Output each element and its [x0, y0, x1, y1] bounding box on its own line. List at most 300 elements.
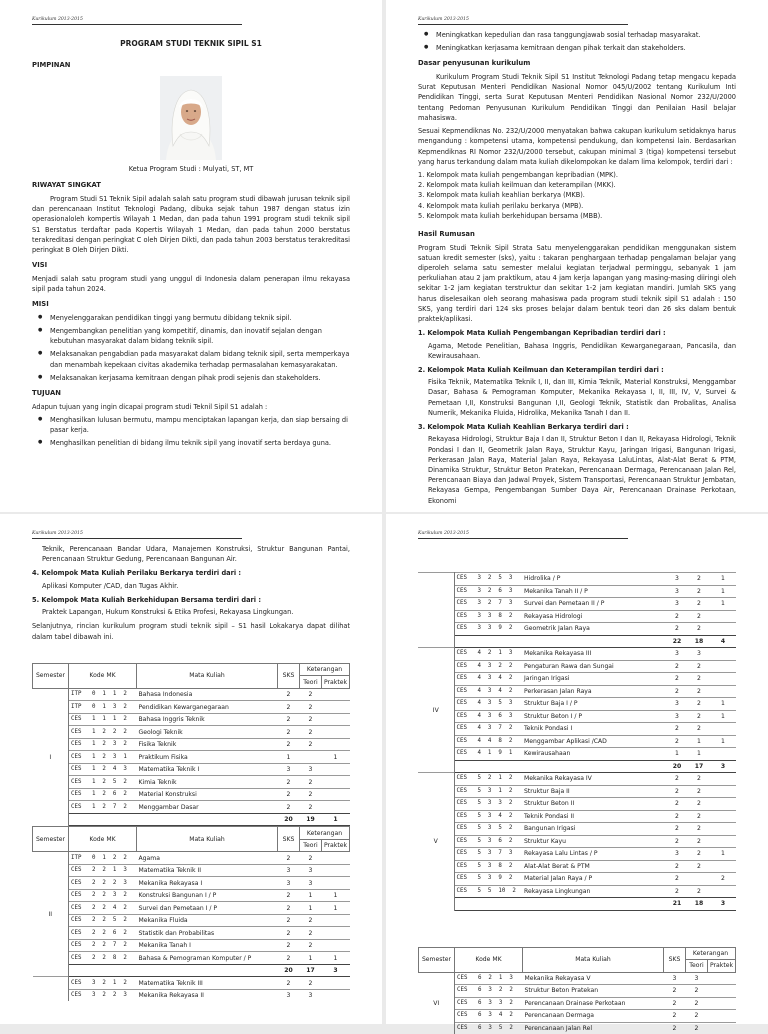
table-row [418, 798, 736, 811]
list-item: ● Menyelenggarakan pendidikan tinggi yang bermutu dibidang teknik sipil. [44, 313, 350, 323]
dasar-paragraph-1: Kurikulum Program Studi Teknik Sipil S1 Institut Teknologi Padang tetap mengacu kepada Surat Keputusan Menteri Pendidikan Nasional Nomor 045/U/2002 tentang Kurikulum Inti Pendidikan Tinggi, serta Surat Keputusan Menteri Pendidikan Nasional Nomor 232/U/2000 tentang Pedoman Penyusunan Kurikulum Pendidikan Tinggi dan Penilaian Hasil belajar mahasiswa. [418, 72, 736, 123]
course-name: Bahasa & Pemograman Komputer / P [137, 952, 278, 965]
praktek-value [321, 788, 349, 801]
sks-value: 3 [277, 763, 299, 776]
tujuan-heading: TUJUAN [32, 388, 350, 399]
visi-text: Menjadi salah satu program studi yang unggul di Indonesia dalam penerapan ilmu rekayasa sipil pada tahun 2024. [32, 274, 350, 294]
table-row [418, 735, 736, 748]
sks-value: 3 [666, 585, 688, 598]
semester-cell [418, 573, 454, 648]
kelompok-4-body: Aplikasi Komputer /CAD, dan Tugas Akhir. [32, 581, 350, 591]
teori-value: 2 [688, 823, 710, 836]
sks-value: 3 [666, 848, 688, 861]
course-name: Jaringan Irigasi [522, 673, 666, 686]
riwayat-heading: RIWAYAT SINGKAT [32, 180, 350, 191]
course-name: Statistik dan Probabilitas [137, 927, 278, 940]
table-row [418, 748, 736, 761]
sks-value: 3 [666, 648, 688, 661]
col-praktek: Praktek [707, 960, 735, 973]
praktek-value: 1 [321, 751, 349, 764]
sks-value: 2 [277, 726, 299, 739]
curriculum-table-1 [32, 663, 350, 827]
course-code: CES 4 3 2 2 [454, 660, 522, 673]
teori-value: 2 [688, 885, 710, 898]
dasar-paragraph-2: Sesuai Kepmendiknas No. 232/U/2000 menyatakan bahwa cakupan kurikulum setidaknya harus mengandung : kompetensi utama, kompetensi pendukung, dan kompetensi lain. Berdasarkan Kepmendiknas RI Nomor 232/U/2000 tersebut, cakupan minimal 3 (tiga) kompetensi tersebut yang harus terkandung dalam mata kuliah dikelompokan ke dalam lima kelompok, terdiri dari : [418, 126, 736, 167]
running-header: Kurikulum 2013-2015 [32, 530, 242, 539]
table-row [33, 688, 350, 701]
table-row [418, 810, 736, 823]
praktek-value [710, 785, 736, 798]
teori-value: 2 [688, 610, 710, 623]
course-name: Mekanika Rekayasa II [137, 989, 278, 1001]
praktek-value [710, 885, 736, 898]
sks-value: 2 [666, 685, 688, 698]
course-name: Mekanika Tanah II / P [522, 585, 666, 598]
course-code: CES 6 3 2 2 [455, 985, 523, 998]
course-code: CES 5 3 5 2 [454, 823, 522, 836]
course-code: CES 5 3 4 2 [454, 810, 522, 823]
total-spacer [69, 964, 278, 977]
col-praktek: Praktek [321, 839, 349, 852]
course-name: Alat-Alat Berat & PTM [522, 860, 666, 873]
praktek-value [321, 738, 349, 751]
kelompok-5-body: Praktek Lapangan, Hukum Konstruksi & Etika Profesi, Rekayasa Lingkungan. [32, 607, 350, 617]
page-2 [386, 0, 768, 512]
misi-list [32, 313, 350, 383]
praktek-value [710, 673, 736, 686]
teori-value: 2 [688, 773, 710, 786]
praktek-value: 1 [710, 710, 736, 723]
list-item: ● Melaksanakan pengabdian pada masyarakat dalam bidang teknik sipil, serta memperkaya dan menambah kepekaan civitas akademika terhadap permasalahan kemasyarakatan. [44, 349, 350, 369]
total-row [33, 964, 350, 977]
praktek-value [710, 773, 736, 786]
course-name: Material Konstruksi [137, 788, 278, 801]
course-code: CES 3 2 7 3 [454, 598, 522, 611]
semester-cell: IV [418, 648, 454, 773]
course-code: ITP 0 1 3 2 [69, 701, 137, 714]
course-code: CES 1 2 4 3 [69, 763, 137, 776]
teori-value: 2 [688, 710, 710, 723]
running-header: Kurikulum 2013-2015 [418, 530, 628, 539]
table-row [418, 660, 736, 673]
course-name: Matematika Teknik II [137, 864, 278, 877]
teori-value: 1 [299, 952, 321, 965]
table-row [418, 698, 736, 711]
teori-value: 3 [299, 877, 321, 890]
praktek-value [321, 763, 349, 776]
sks-value: 2 [666, 610, 688, 623]
course-code: CES 4 1 9 1 [454, 748, 522, 761]
col-mata-kuliah: Mata Kuliah [523, 947, 664, 972]
course-code: CES 3 3 9 2 [454, 623, 522, 636]
list-item: ● Melaksanakan kerjasama kemitraan dengan pihak prodi sejenis dan stakeholders. [44, 373, 350, 383]
list-item: 4. Kelompok mata kuliah perilaku berkarya (MPB). [418, 201, 736, 211]
praktek-value: 1 [710, 573, 736, 586]
list-item: ● Meningkatkan kerjasama kemitraan dengan pihak terkait dan stakeholders. [430, 43, 736, 53]
table-row [33, 763, 350, 776]
table-row [418, 610, 736, 623]
course-code: CES 2 2 2 3 [69, 877, 137, 890]
praktek-value [710, 623, 736, 636]
praktek-value [321, 852, 349, 865]
praktek-value [710, 748, 736, 761]
course-name: Survei dan Pemetaan II / P [522, 598, 666, 611]
praktek-value: 1 [321, 902, 349, 915]
teori-value: 2 [688, 585, 710, 598]
course-code: CES 4 3 7 2 [454, 723, 522, 736]
table-row [33, 852, 350, 865]
table-row [33, 989, 350, 1001]
list-item: 3. Kelompok mata kuliah keahlian berkarya (MKB). [418, 190, 736, 200]
course-code: CES 5 5 10 2 [454, 885, 522, 898]
teori-value: 2 [688, 623, 710, 636]
kelompok-3-title: 3. Kelompok Mata Kuliah Keahlian Berkarya terdiri dari : [418, 422, 736, 432]
total-praktek: 4 [710, 635, 736, 648]
total-praktek: 1 [321, 813, 349, 826]
praktek-value: 1 [710, 848, 736, 861]
course-code: CES 2 2 7 2 [69, 939, 137, 952]
praktek-value [321, 877, 349, 890]
page-3 [0, 514, 382, 1024]
sks-value: 2 [277, 889, 299, 902]
praktek-value [321, 927, 349, 940]
course-code: CES 4 4 8 2 [454, 735, 522, 748]
course-name: Mekanika Rekayasa V [523, 972, 664, 985]
total-praktek: 3 [321, 964, 349, 977]
course-code: CES 4 3 6 3 [454, 710, 522, 723]
list-item: ● Menghasilkan penelitian di bidang ilmu teknik sipil yang inovatif serta berdaya guna. [44, 438, 350, 448]
semester-cell: I [33, 688, 69, 826]
sks-value: 3 [663, 972, 685, 985]
praktek-value [707, 1010, 735, 1023]
teori-value [299, 751, 321, 764]
total-row [418, 635, 736, 648]
course-name: Material Jalan Raya / P [522, 873, 666, 886]
course-name: Survei dan Pemetaan I / P [137, 902, 278, 915]
teori-value: 2 [685, 1022, 707, 1034]
course-code: CES 1 2 6 2 [69, 788, 137, 801]
course-name: Struktur Kayu [522, 835, 666, 848]
sks-value: 2 [277, 902, 299, 915]
teori-value: 2 [688, 860, 710, 873]
course-code: CES 2 2 8 2 [69, 952, 137, 965]
course-name: Bangunan Irigasi [522, 823, 666, 836]
sks-value: 2 [666, 773, 688, 786]
kelompok-list [418, 170, 736, 221]
total-spacer [454, 898, 666, 911]
course-name: Perencanaan Dermaga [523, 1010, 664, 1023]
table-row [418, 835, 736, 848]
col-keterangan: Keterangan [299, 663, 349, 676]
photo-caption: Ketua Program Studi : Mulyati, ST, MT [32, 164, 350, 174]
running-header: Kurikulum 2013-2015 [32, 16, 242, 25]
sks-value: 1 [277, 751, 299, 764]
teori-value: 1 [299, 902, 321, 915]
tujuan-list [32, 415, 350, 449]
course-name: Fisika Teknik [137, 738, 278, 751]
col-sks: SKS [277, 663, 299, 688]
course-code: CES 4 3 4 2 [454, 685, 522, 698]
praktek-value [321, 989, 349, 1001]
course-code: CES 5 3 6 2 [454, 835, 522, 848]
praktek-value [710, 723, 736, 736]
head-of-program-photo [160, 76, 222, 160]
praktek-value [707, 985, 735, 998]
teori-value: 3 [688, 648, 710, 661]
semester-cell: V [418, 773, 454, 911]
sks-value: 3 [666, 710, 688, 723]
teori-value: 2 [299, 688, 321, 701]
sks-value: 2 [277, 852, 299, 865]
praktek-value [321, 864, 349, 877]
sks-value: 2 [666, 835, 688, 848]
curriculum-table-3 [418, 572, 736, 911]
table-row [33, 902, 350, 915]
course-name: Matematika Teknik III [137, 977, 278, 990]
course-name: Teknik Pondasi II [522, 810, 666, 823]
praktek-value [707, 972, 735, 985]
running-header: Kurikulum 2013-2015 [418, 16, 628, 25]
teori-value: 2 [685, 1010, 707, 1023]
table-row [33, 713, 350, 726]
col-semester: Semester [33, 827, 69, 852]
teori-value: 2 [299, 713, 321, 726]
praktek-value [321, 701, 349, 714]
list-item: ● Meningkatkan kepedulian dan rasa tanggungjawab sosial terhadap masyarakat. [430, 30, 736, 40]
col-teori: Teori [299, 676, 321, 689]
praktek-value [321, 713, 349, 726]
col-teori: Teori [299, 839, 321, 852]
col-sks: SKS [277, 827, 299, 852]
teori-value: 2 [299, 701, 321, 714]
table-row [419, 985, 736, 998]
page-4 [386, 514, 768, 1024]
table-row [418, 885, 736, 898]
course-name: Rekayasa Lalu Lintas / P [522, 848, 666, 861]
total-sks: 20 [277, 964, 299, 977]
course-name: Perencanaan Jalan Rel [523, 1022, 664, 1034]
course-code: CES 1 2 5 2 [69, 776, 137, 789]
col-praktek: Praktek [321, 676, 349, 689]
teori-value: 2 [688, 673, 710, 686]
table-row [419, 1010, 736, 1023]
teori-value: 3 [299, 989, 321, 1001]
col-keterangan: Keterangan [685, 947, 735, 960]
table-row [33, 801, 350, 814]
teori-value: 2 [688, 723, 710, 736]
sks-value: 2 [663, 997, 685, 1010]
course-name: Mekanika Fluida [137, 914, 278, 927]
table-row [33, 751, 350, 764]
teori-value: 2 [685, 985, 707, 998]
course-code: CES 2 2 6 2 [69, 927, 137, 940]
table-row [33, 864, 350, 877]
course-name: Menggambar Aplikasi /CAD [522, 735, 666, 748]
course-name: Mekanika Rekayasa IV [522, 773, 666, 786]
table-row [418, 723, 736, 736]
sks-value: 2 [666, 885, 688, 898]
course-name: Menggambar Dasar [137, 801, 278, 814]
misi-heading: MISI [32, 299, 350, 310]
table-row [418, 585, 736, 598]
praktek-value: 1 [710, 735, 736, 748]
table-row [33, 914, 350, 927]
praktek-value [710, 810, 736, 823]
sks-value: 1 [666, 748, 688, 761]
praktek-value [321, 914, 349, 927]
teori-value: 2 [299, 738, 321, 751]
course-code: CES 3 2 6 3 [454, 585, 522, 598]
course-name: Pendidikan Kewarganegaraan [137, 701, 278, 714]
table-row [418, 785, 736, 798]
sks-value: 2 [277, 776, 299, 789]
total-teori: 18 [688, 635, 710, 648]
course-name: Hidrolika / P [522, 573, 666, 586]
table-row [418, 773, 736, 786]
course-code: CES 6 3 3 2 [455, 997, 523, 1010]
sks-value: 2 [663, 1022, 685, 1034]
table-row [419, 997, 736, 1010]
table-row [33, 738, 350, 751]
list-item: 2. Kelompok mata kuliah keilmuan dan keterampilan (MKK). [418, 180, 736, 190]
table-row [418, 848, 736, 861]
kelompok-1-body: Agama, Metode Penelitian, Bahasa Inggris, Pendidikan Kewarganegaraan, Pancasila, dan Kewirausahaan. [418, 341, 736, 361]
course-code: CES 2 2 1 3 [69, 864, 137, 877]
teori-value [688, 873, 710, 886]
course-name: Matematika Teknik I [137, 763, 278, 776]
teori-value: 2 [688, 835, 710, 848]
table-row [33, 776, 350, 789]
table-row [418, 860, 736, 873]
teori-value: 3 [299, 763, 321, 776]
course-code: ITP 0 1 2 2 [69, 852, 137, 865]
praktek-value: 1 [710, 598, 736, 611]
praktek-value [321, 776, 349, 789]
table-row [33, 877, 350, 890]
course-name: Geologi Teknik [137, 726, 278, 739]
course-code: CES 5 3 3 2 [454, 798, 522, 811]
table-row [418, 673, 736, 686]
teori-value: 2 [299, 939, 321, 952]
table-row [33, 889, 350, 902]
praktek-value: 2 [710, 873, 736, 886]
teori-value: 2 [688, 573, 710, 586]
sks-value: 2 [277, 952, 299, 965]
course-code: CES 6 3 4 2 [455, 1010, 523, 1023]
sks-value: 3 [666, 573, 688, 586]
course-code: CES 1 2 3 1 [69, 751, 137, 764]
col-sks: SKS [663, 947, 685, 972]
semester-cell: II [33, 852, 69, 977]
sks-value: 3 [277, 989, 299, 1001]
col-mata-kuliah: Mata Kuliah [137, 827, 278, 852]
riwayat-text: Program Studi S1 Teknik Sipil adalah salah satu program studi dibawah jurusan teknik sipil dan perencanaan Institut Teknologi Padang, dibuka sejak tahun 1987 dengan status izin operasionaloleh kompertis Wilayah 1 Medan, dan pada tahun 1991 program studi teknik sipil S1 Berstatus terdaftar pada Kopertis Wilayah 1 Medan, dan pada tahun 2000 berstatus terakreditasi dengan peringkat C oleh Dirjen Dikti, dan pada tahun 2003 berstatus terakreditasi peringkat B Oleh Dirjen Dikti. [32, 194, 350, 255]
table-row [418, 685, 736, 698]
course-name: Kimia Teknik [137, 776, 278, 789]
course-name: Perencanaan Drainase Perkotaan [523, 997, 664, 1010]
total-sks: 21 [666, 898, 688, 911]
table-row [33, 927, 350, 940]
course-name: Mekanika Tanah I [137, 939, 278, 952]
course-name: Teknik Pondasi I [522, 723, 666, 736]
sks-value: 3 [666, 698, 688, 711]
teori-value: 1 [688, 748, 710, 761]
sks-value: 2 [277, 939, 299, 952]
course-code: CES 5 3 8 2 [454, 860, 522, 873]
course-name: Kewirausahaan [522, 748, 666, 761]
course-code: CES 3 2 2 3 [69, 989, 137, 1001]
course-code: CES 1 2 3 2 [69, 738, 137, 751]
praktek-value [710, 860, 736, 873]
total-teori: 17 [299, 964, 321, 977]
curriculum-table-4 [418, 947, 736, 1034]
table-row [33, 952, 350, 965]
total-spacer [454, 760, 666, 773]
course-code: CES 6 2 1 3 [455, 972, 523, 985]
course-code: CES 6 3 5 2 [455, 1022, 523, 1034]
col-kode: Kode MK [69, 663, 137, 688]
table-row [418, 710, 736, 723]
sks-value: 2 [277, 701, 299, 714]
hasil-text: Program Studi Teknik Sipil Strata Satu menyelenggarakan pendidikan menggunakan sistem satuan kredit semester (sks), yaitu : takaran penghargaan terhadap pengalaman belajar yang diperoleh selama satu semester melalui kegiatan terjadwal perminggu, sebanyak 1 jam perkuliahan atau 2 jam praktikum, atau 4 jam kerja lapangan yang masing-masing diiringi oleh sekitar 1-2 jam kegiatan terstruktur dan sekitar 1-2 jam kegiatan mandiri. Jumlah SKS yang harus diselesaikan oleh seorang mahasiswa pada program studi teknik sipil S1 adalah : 150 SKS, yang terdiri dari 124 sks proses belajar dalam bentuk teori dan 26 sks dalam bentuk praktek/aplikasi. [418, 243, 736, 325]
tujuan-continued-list [418, 30, 736, 53]
semester-cell [33, 977, 69, 1002]
table-row [33, 726, 350, 739]
semester-cell: VI [419, 972, 455, 1034]
praktek-value: 1 [710, 585, 736, 598]
table-row [33, 939, 350, 952]
total-row [418, 760, 736, 773]
total-teori: 18 [688, 898, 710, 911]
sks-value: 2 [666, 810, 688, 823]
teori-value: 2 [688, 660, 710, 673]
kelompok-3-continued: Teknik, Perencanaan Bandar Udara, Manajemen Konstruksi, Struktur Bangunan Pantai, Perencanaan Struktur Gedung, Perencanaan Bangunan Air. [32, 544, 350, 564]
col-semester: Semester [33, 663, 69, 688]
kelompok-3-body: Rekayasa Hidrologi, Struktur Baja I dan II, Struktur Beton I dan II, Rekayasa Hidrologi, Teknik Pondasi I dan II, Geometrik Jalan Raya, Struktur Kayu, Jaringan Irigasi, Bangunan Irigasi, Perkerasan Jalan Raya, Material Jalan Raya, Rekayasa LaluLintas, Alat-Alat Berat & PTM, Dinamika Struktur, Struktur Beton Pratekan, Perencanaan Dermaga, Perencanaan Jalan Rel, Perencanaan Biaya dan Jadwal Proyek, Sistem Transportasi, Perencanaan Struktur Jembatan, Rekayasa Gempa, Pengembangan Sumber Daya Air, Perencanaan Drainase Perkotaan, Ekonomi [418, 434, 736, 506]
visi-heading: VISI [32, 260, 350, 271]
teori-value: 3 [299, 864, 321, 877]
course-code: CES 2 2 4 2 [69, 902, 137, 915]
total-teori: 19 [299, 813, 321, 826]
teori-value: 2 [299, 852, 321, 865]
sks-value: 3 [277, 864, 299, 877]
teori-value: 2 [688, 785, 710, 798]
teori-value: 2 [685, 997, 707, 1010]
teori-value: 2 [299, 726, 321, 739]
total-teori: 17 [688, 760, 710, 773]
sks-value: 2 [277, 977, 299, 990]
praktek-value: 1 [710, 698, 736, 711]
course-code: CES 2 2 5 2 [69, 914, 137, 927]
teori-value: 2 [299, 776, 321, 789]
sks-value: 2 [666, 673, 688, 686]
course-name: Agama [137, 852, 278, 865]
praktek-value [321, 977, 349, 990]
tujuan-intro: Adapun tujuan yang ingin dicapai program studi Teknil Sipil S1 adalah : [32, 402, 350, 412]
course-name: Struktur Beton II [522, 798, 666, 811]
course-name: Geometrik Jalan Raya [522, 623, 666, 636]
praktek-value [710, 823, 736, 836]
teori-value: 2 [299, 788, 321, 801]
course-name: Struktur Beton Pratekan [523, 985, 664, 998]
kelompok-1-title: 1. Kelompok Mata Kuliah Pengembangan Kepribadian terdiri dari : [418, 328, 736, 338]
total-row [418, 898, 736, 911]
sks-value: 2 [666, 660, 688, 673]
course-name: Bahasa Indonesia [137, 688, 278, 701]
list-item: ● Menghasilkan lulusan bermutu, mampu menciptakan lapangan kerja, dan siap bersaing di pasar kerja. [44, 415, 350, 435]
teori-value: 1 [299, 889, 321, 902]
table-intro: Selanjutnya, rincian kurikulum program studi teknik sipil – S1 hasil Lokakarya dapat dilihat dalam tabel dibawah ini. [32, 621, 350, 641]
